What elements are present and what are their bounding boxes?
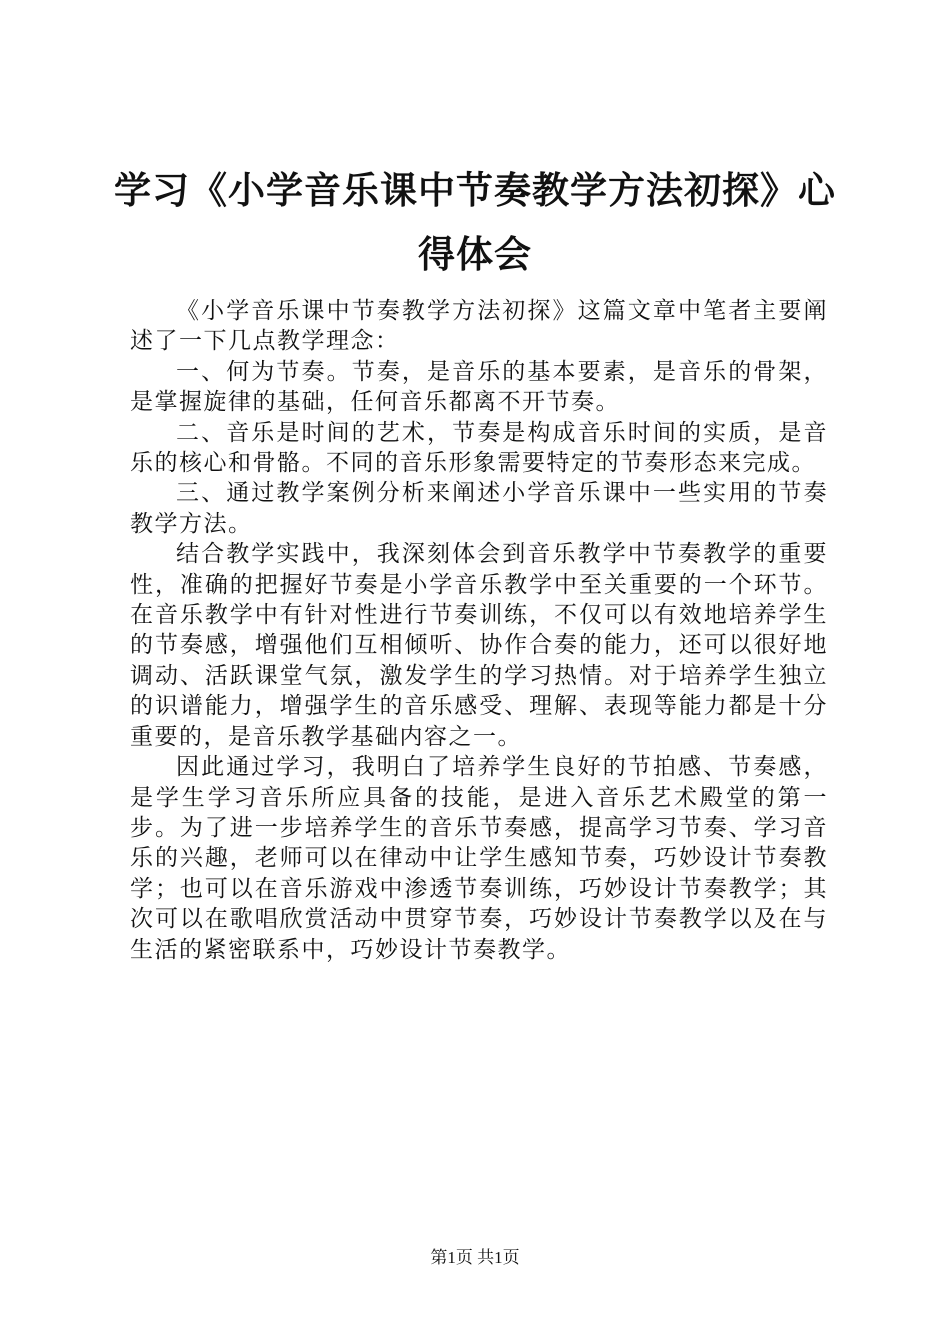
document-title: 学习《小学音乐课中节奏教学方法初探》心得体会 (114, 168, 836, 276)
paragraph-conclusion: 因此通过学习，我明白了培养学生良好的节拍感、节奏感，是学生学习音乐所应具备的技能，是进入音乐艺术殿堂的第一步。为了进一步培养学生的音乐节奏感，提高学习节奏、学习音乐的兴趣，老师可以在律动中让学生感知节奏，巧妙设计节奏教学；也可以在音乐游戏中渗透节奏训练，巧妙设计节奏教学；其次可以在歌唱欣赏活动中贯穿节奏，巧妙设计节奏教学以及在与生活的紧密联系中，巧妙设计节奏教学。 (130, 754, 828, 963)
page-footer: 第1页 共1页 (430, 1248, 520, 1267)
document-body (130, 296, 828, 965)
paragraph-intro: 《小学音乐课中节奏教学方法初探》这篇文章中笔者主要阐述了一下几点教学理念： (130, 298, 828, 355)
paragraph-point-3: 三、通过教学案例分析来阐述小学音乐课中一些实用的节奏教学方法。 (130, 480, 828, 537)
paragraph-reflection: 结合教学实践中，我深刻体会到音乐教学中节奏教学的重要性，准确的把握好节奏是小学音乐教学中至关重要的一个环节。在音乐教学中有针对性进行节奏训练，不仅可以有效地培养学生的节奏感，增强他们互相倾听、协作合奏的能力，还可以很好地调动、活跃课堂气氛，激发学生的学习热情。对于培养学生独立的识谱能力，增强学生的音乐感受、理解、表现等能力都是十分重要的，是音乐教学基础内容之一。 (130, 541, 828, 750)
paragraph-point-1: 一、何为节奏。节奏，是音乐的基本要素，是音乐的骨架，是掌握旋律的基础，任何音乐都离不开节奏。 (130, 358, 828, 416)
paragraph-point-2: 二、音乐是时间的艺术，节奏是构成音乐时间的实质，是音乐的核心和骨骼。不同的音乐形象需要特定的节奏形态来完成。 (130, 419, 828, 477)
